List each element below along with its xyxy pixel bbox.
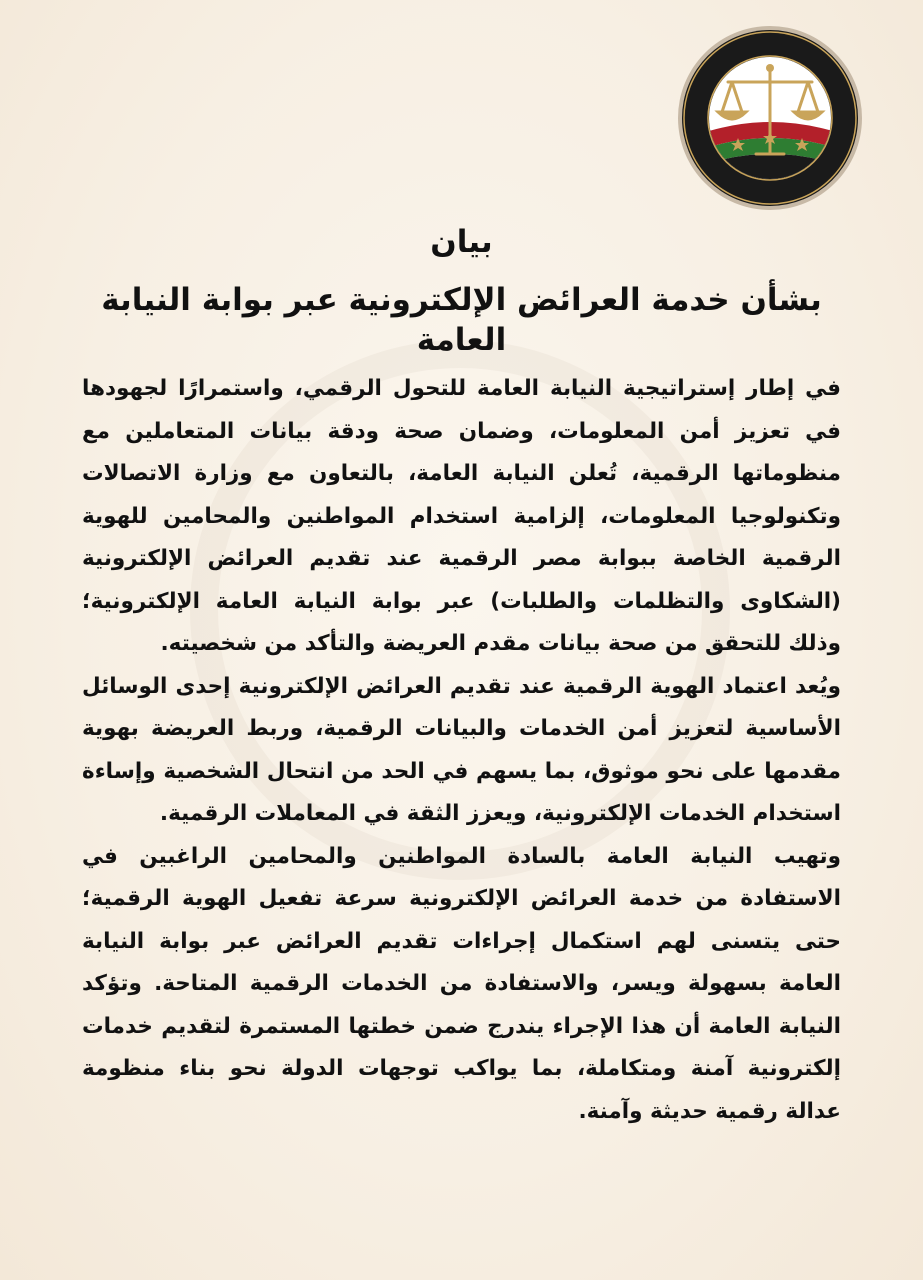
document-subtitle: بشأن خدمة العرائض الإلكترونية عبر بوابة النيابة العامة [101,282,822,358]
statement-paragraph-2: ويُعد اعتماد الهوية الرقمية عند تقديم العرائض الإلكترونية إحدى الوسائل الأساسية لتعزيز أمن الخدمات والبيانات الرقمية، وربط العريضة بهوية مقدمها على نحو موثوق، بما يسهم في الحد من انتحال الشخصية وإساءة استخدام الخدمات الإلكترونية، ويعزز الثقة في المعاملات الرقمية. [82,673,841,826]
public-prosecution-logo [676,24,864,212]
document-title: بيان [430,224,493,260]
statement-paragraph-3: وتهيب النيابة العامة بالسادة المواطنين والمحامين الراغبين في الاستفادة من خدمة العرائض الإلكترونية سرعة تفعيل الهوية الرقمية؛ حتى يتسنى لهم استكمال إجراءات تقديم العرائض عبر بوابة النيابة العامة بسهولة ويسر، والاستفادة من الخدمات الرقمية المتاحة. وتؤكد النيابة العامة أن هذا الإجراء يندرج ضمن خطتها المستمرة لتقديم خدمات إلكترونية آمنة ومتكاملة، بما يواكب توجهات الدولة نحو بناء منظومة عدالة رقمية حديثة وآمنة. [82,843,841,1124]
statement-paragraph-1: في إطار إستراتيجية النيابة العامة للتحول الرقمي، واستمرارًا لجهودها في تعزيز أمن المعلومات، وضمان صحة ودقة بيانات المتعاملين مع منظوماتها الرقمية، تُعلن النيابة العامة، بالتعاون مع وزارة الاتصالات وتكنولوجيا المعلومات، إلزامية استخدام المواطنين والمحامين للهوية الرقمية الخاصة ببوابة مصر الرقمية عند تقديم العرائض الإلكترونية (الشكاوى والتظلمات والطلبات) عبر بوابة النيابة العامة الإلكترونية؛ وذلك للتحقق من صحة بيانات مقدم العريضة والتأكد من شخصيته. [82,376,841,656]
scales-of-justice-icon [676,24,864,212]
statement-body [82,368,841,1133]
